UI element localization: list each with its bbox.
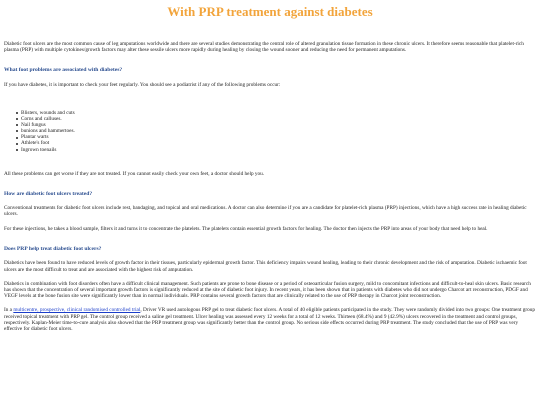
section-heading-foot-problems: What foot problems are associated with diabetes? xyxy=(4,67,123,74)
page-title: With PRP treatment against diabetes xyxy=(167,4,373,19)
list-item: Plantar warts xyxy=(21,134,536,140)
treatment-paragraph-1: Conventional treatments for diabetic foot ulcers include rest, bandaging, and topical and oral medications. A doctor can also determine if you are a candidate for platelet-rich plasma (PRP) injections, which have a high success rate in healing diabetic ulcers. xyxy=(4,205,527,218)
prp-paragraph-3-suffix: , Driver VR used autologous PRP gel to treat diabetic foot ulcers. A total of 40 eligible patients participated in the study. They were randomly divided into two groups: One treatment group received topical treatment with PRP gel. The control group received a saline gel treatment. Ulcer healing was assessed every 12 weeks for a total of 12 weeks. Thirteen (68.4%) and 9 (42.9%) ulcers recovered in the treatment and control groups, respectively. Kaplan-Meier time-to-cure analysis also showed that the PRP treatment group was significantly better than the control group. No serious side effects occurred during PRP treatment. The study concluded that the use of PRP was very effective for diabetic foot ulcers. xyxy=(4,307,536,332)
list-item: Corns and calluses. xyxy=(21,116,536,122)
prp-paragraph-2: Diabetics in combination with foot disorders often have a difficult clinical management. Such patients are prone to bone disease or a period of osteoarticular fusion surgery, mild to concomitant infections and difficult-to-heal skin ulcers. Basic research has shown that the concentration of several important growth factors is significantly reduced at the site of diabetic foot injury. In recent years, it has been shown that in patients with diabetes who did not undergo Charcot art reconstruction, PDGF and VEGF levels at the bone fusion site were significantly lower than in normal individuals. PRP contains several growth factors that are clinically related to the use of PRP therapy in Charcot joint reconstruction. xyxy=(4,280,531,300)
treatment-paragraph-2: For these injections, he takes a blood sample, filters it and turns it to concentrate the platelets. The platelets contain essential growth factors for healing. The doctor then injects the PRP into areas of your body that need help to heal. xyxy=(4,225,488,232)
foot-problems-intro: If you have diabetes, it is important to check your feet regularly. You should see a podiatrist if any of the following problems occur: xyxy=(4,81,281,88)
list-item: Ingrown toenails xyxy=(21,147,536,153)
foot-problems-list xyxy=(4,110,536,153)
list-item: Athlete's foot xyxy=(21,140,536,146)
foot-problems-outro: All these problems can get worse if they are not treated. If you cannot easily check your own feet, a doctor should help you. xyxy=(4,170,265,177)
section-heading-treatment: How are diabetic foot ulcers treated? xyxy=(4,190,93,197)
prp-paragraph-1: Diabetics have been found to have reduced levels of growth factor in their tissues, particularly epidermal growth factor. This deficiency impairs wound healing, leading to their chronic development and the risk of amputation. Diabetic ischaemic foot ulcers are the most difficult to treat and are associated with the highest risk of amputation. xyxy=(4,260,527,273)
prp-paragraph-3 xyxy=(4,307,536,332)
intro-paragraph: Diabetic foot ulcers are the most common cause of leg amputations worldwide and there are several studies demonstrating the central role of altered granulation tissue formation in these chronic ulcers. It therefore seems reasonable that platelet-rich plasma (PRP) with multiple cytokines/growth factors may alter these sessile ulcers more rapidly during healing by closing the wound sooner and reducing the need for permanent amputations. xyxy=(4,41,524,54)
list-item: Nail fungus xyxy=(21,122,536,128)
article-page xyxy=(0,4,540,409)
list-item: bunions and hammertoes. xyxy=(21,128,536,134)
section-heading-prp-help: Does PRP help treat diabetic foot ulcers? xyxy=(4,245,102,252)
trial-link[interactable]: multicentre, prospective, clinical randomised controlled trial xyxy=(13,307,141,314)
list-item: Blisters, wounds and cuts xyxy=(21,110,536,116)
prp-paragraph-3-prefix: In a xyxy=(4,307,14,314)
